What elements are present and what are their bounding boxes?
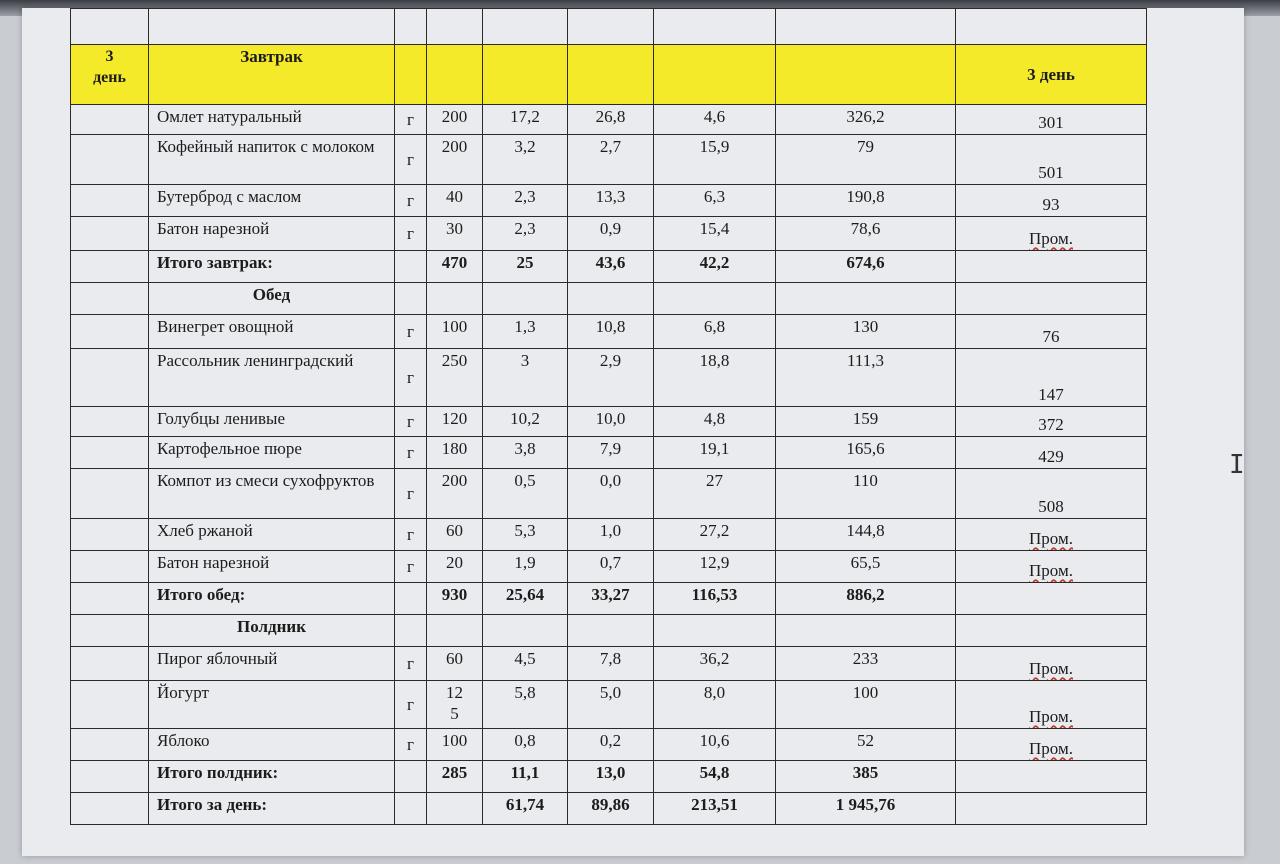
- fat: 10,8: [568, 315, 654, 349]
- kcal: 144,8: [776, 519, 956, 551]
- carbs: 18,8: [654, 349, 776, 407]
- recipe-code: [956, 551, 1147, 583]
- recipe-code-text: Пром.: [1029, 229, 1073, 248]
- menu-table: [70, 8, 1147, 825]
- table-row: [71, 105, 1147, 135]
- total-kcal: 674,6: [776, 251, 956, 283]
- fat: 13,3: [568, 185, 654, 217]
- fat: 0,7: [568, 551, 654, 583]
- table-row: [71, 407, 1147, 437]
- recipe-code-text: Пром.: [1029, 561, 1073, 580]
- protein: 5,8: [483, 681, 568, 729]
- dish-name: Хлеб ржаной: [149, 519, 395, 551]
- dish-name: Батон нарезной: [149, 217, 395, 251]
- recipe-code-text: 301: [1038, 113, 1064, 132]
- section-title: Обед: [149, 283, 395, 315]
- dish-name: Картофельное пюре: [149, 437, 395, 469]
- recipe-code: [956, 647, 1147, 681]
- unit: г: [395, 469, 427, 519]
- table-row: [71, 217, 1147, 251]
- recipe-code-text: Пром.: [1029, 659, 1073, 678]
- weight: 60: [427, 647, 483, 681]
- table-row: [71, 551, 1147, 583]
- recipe-code: [956, 437, 1147, 469]
- kcal: 326,2: [776, 105, 956, 135]
- recipe-code-text: 501: [1038, 163, 1064, 182]
- day-total-row: [71, 793, 1147, 825]
- carbs: 12,9: [654, 551, 776, 583]
- recipe-code-text: 76: [1042, 327, 1060, 346]
- dish-name: Батон нарезной: [149, 551, 395, 583]
- table-top-row: [71, 9, 1147, 45]
- unit: г: [395, 315, 427, 349]
- recipe-code-text: 147: [1038, 385, 1064, 404]
- dish-name: Компот из смеси сухофруктов: [149, 469, 395, 519]
- kcal: 78,6: [776, 217, 956, 251]
- section-total-row: [71, 251, 1147, 283]
- recipe-code: [956, 519, 1147, 551]
- day-total-carbs: 213,51: [654, 793, 776, 825]
- fat: 5,0: [568, 681, 654, 729]
- recipe-code: [956, 681, 1147, 729]
- fat: 26,8: [568, 105, 654, 135]
- total-label: Итого завтрак:: [149, 251, 395, 283]
- protein: 17,2: [483, 105, 568, 135]
- total-weight: 470: [427, 251, 483, 283]
- day-total-fat: 89,86: [568, 793, 654, 825]
- recipe-code-text: 372: [1038, 415, 1064, 434]
- dish-name: Пирог яблочный: [149, 647, 395, 681]
- dish-name: Кофейный напиток с молоком: [149, 135, 395, 185]
- total-label: Итого полдник:: [149, 761, 395, 793]
- unit: г: [395, 349, 427, 407]
- breakfast-title: Завтрак: [149, 45, 395, 105]
- day-total-kcal: 1 945,76: [776, 793, 956, 825]
- kcal: 165,6: [776, 437, 956, 469]
- carbs: 6,3: [654, 185, 776, 217]
- carbs: 15,4: [654, 217, 776, 251]
- section-title: Полдник: [149, 615, 395, 647]
- total-kcal: 886,2: [776, 583, 956, 615]
- dish-name: Яблоко: [149, 729, 395, 761]
- weight: 200: [427, 469, 483, 519]
- table-row: [71, 647, 1147, 681]
- total-fat: 13,0: [568, 761, 654, 793]
- fat: 7,8: [568, 647, 654, 681]
- table-row: [71, 519, 1147, 551]
- weight: 100: [427, 315, 483, 349]
- total-fat: 33,27: [568, 583, 654, 615]
- recipe-code: [956, 185, 1147, 217]
- day-label: 3 день: [71, 45, 149, 105]
- day-total-protein: 61,74: [483, 793, 568, 825]
- recipe-code: [956, 217, 1147, 251]
- fat: 0,2: [568, 729, 654, 761]
- protein: 2,3: [483, 185, 568, 217]
- table-row: [71, 437, 1147, 469]
- total-protein: 25: [483, 251, 568, 283]
- unit: г: [395, 437, 427, 469]
- weight: 120: [427, 407, 483, 437]
- kcal: 111,3: [776, 349, 956, 407]
- carbs: 15,9: [654, 135, 776, 185]
- carbs: 36,2: [654, 647, 776, 681]
- table-row: [71, 681, 1147, 729]
- protein: 2,3: [483, 217, 568, 251]
- carbs: 4,6: [654, 105, 776, 135]
- protein: 1,9: [483, 551, 568, 583]
- unit: г: [395, 551, 427, 583]
- fat: 2,9: [568, 349, 654, 407]
- kcal: 190,8: [776, 185, 956, 217]
- table-row: [71, 315, 1147, 349]
- carbs: 4,8: [654, 407, 776, 437]
- recipe-code-text: 429: [1038, 447, 1064, 466]
- unit: г: [395, 519, 427, 551]
- menu-table-body: [71, 9, 1147, 825]
- total-kcal: 385: [776, 761, 956, 793]
- total-label: Итого обед:: [149, 583, 395, 615]
- total-weight: 285: [427, 761, 483, 793]
- fat: 2,7: [568, 135, 654, 185]
- recipe-code: [956, 105, 1147, 135]
- weight: 30: [427, 217, 483, 251]
- kcal: 52: [776, 729, 956, 761]
- fat: 1,0: [568, 519, 654, 551]
- table-row: [71, 729, 1147, 761]
- carbs: 27,2: [654, 519, 776, 551]
- kcal: 100: [776, 681, 956, 729]
- recipe-code: [956, 469, 1147, 519]
- weight: 250: [427, 349, 483, 407]
- recipe-code-text: 93: [1042, 195, 1060, 214]
- dish-name: Омлет натуральный: [149, 105, 395, 135]
- section-title-row: [71, 615, 1147, 647]
- unit: г: [395, 105, 427, 135]
- weight: 180: [427, 437, 483, 469]
- total-protein: 25,64: [483, 583, 568, 615]
- unit: г: [395, 135, 427, 185]
- weight: 40: [427, 185, 483, 217]
- day-label-right: 3 день: [956, 45, 1147, 105]
- text-cursor-icon: I: [1229, 450, 1245, 480]
- total-fat: 43,6: [568, 251, 654, 283]
- protein: 0,5: [483, 469, 568, 519]
- protein: 3,8: [483, 437, 568, 469]
- kcal: 65,5: [776, 551, 956, 583]
- unit: г: [395, 729, 427, 761]
- protein: 3,2: [483, 135, 568, 185]
- dish-name: Рассольник ленинградский: [149, 349, 395, 407]
- recipe-code: [956, 315, 1147, 349]
- recipe-code: [956, 729, 1147, 761]
- total-carbs: 54,8: [654, 761, 776, 793]
- recipe-code-text: Пром.: [1029, 529, 1073, 548]
- kcal: 79: [776, 135, 956, 185]
- kcal: 233: [776, 647, 956, 681]
- weight: 20: [427, 551, 483, 583]
- fat: 10,0: [568, 407, 654, 437]
- total-carbs: 42,2: [654, 251, 776, 283]
- unit: г: [395, 407, 427, 437]
- section-title-row: [71, 283, 1147, 315]
- unit: г: [395, 681, 427, 729]
- total-carbs: 116,53: [654, 583, 776, 615]
- kcal: 159: [776, 407, 956, 437]
- dish-name: Голубцы ленивые: [149, 407, 395, 437]
- unit: г: [395, 217, 427, 251]
- weight: 200: [427, 105, 483, 135]
- carbs: 27: [654, 469, 776, 519]
- carbs: 19,1: [654, 437, 776, 469]
- table-row: [71, 135, 1147, 185]
- unit: г: [395, 185, 427, 217]
- table-row: [71, 185, 1147, 217]
- fat: 0,0: [568, 469, 654, 519]
- total-weight: 930: [427, 583, 483, 615]
- carbs: 6,8: [654, 315, 776, 349]
- protein: 5,3: [483, 519, 568, 551]
- recipe-code-text: 508: [1038, 497, 1064, 516]
- recipe-code: [956, 407, 1147, 437]
- carbs: 8,0: [654, 681, 776, 729]
- fat: 0,9: [568, 217, 654, 251]
- header-row: [71, 45, 1147, 105]
- kcal: 130: [776, 315, 956, 349]
- recipe-code: [956, 349, 1147, 407]
- day-total-weight: [427, 793, 483, 825]
- table-row: [71, 349, 1147, 407]
- recipe-code: [956, 135, 1147, 185]
- dish-name: Винегрет овощной: [149, 315, 395, 349]
- fat: 7,9: [568, 437, 654, 469]
- weight: 100: [427, 729, 483, 761]
- dish-name: Бутерброд с маслом: [149, 185, 395, 217]
- carbs: 10,6: [654, 729, 776, 761]
- total-protein: 11,1: [483, 761, 568, 793]
- table-row: [71, 469, 1147, 519]
- section-total-row: [71, 583, 1147, 615]
- protein: 10,2: [483, 407, 568, 437]
- dish-name: Йогурт: [149, 681, 395, 729]
- protein: 4,5: [483, 647, 568, 681]
- recipe-code-text: Пром.: [1029, 739, 1073, 758]
- section-total-row: [71, 761, 1147, 793]
- protein: 0,8: [483, 729, 568, 761]
- unit: г: [395, 647, 427, 681]
- recipe-code-text: Пром.: [1029, 707, 1073, 726]
- kcal: 110: [776, 469, 956, 519]
- protein: 3: [483, 349, 568, 407]
- weight: 12 5: [427, 681, 483, 729]
- day-total-label: Итого за день:: [149, 793, 395, 825]
- weight: 200: [427, 135, 483, 185]
- protein: 1,3: [483, 315, 568, 349]
- weight: 60: [427, 519, 483, 551]
